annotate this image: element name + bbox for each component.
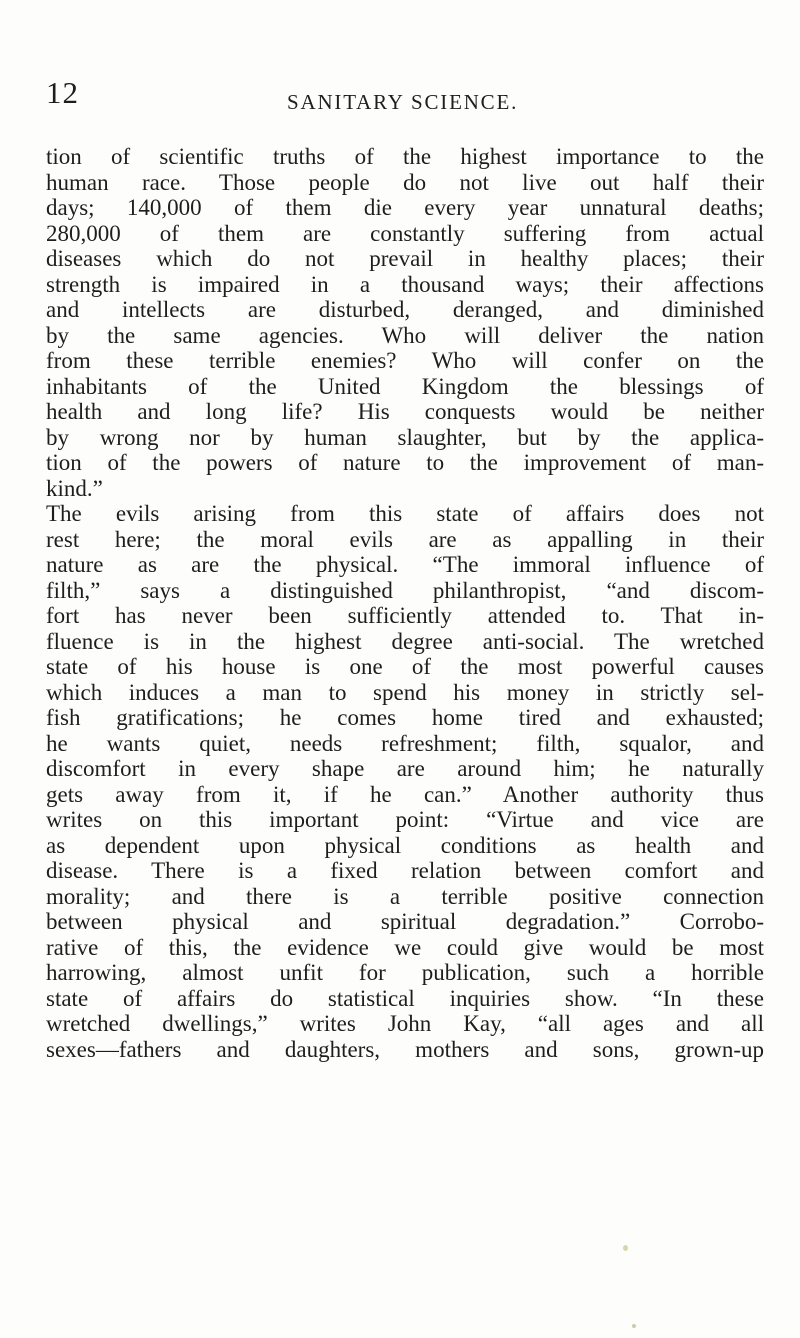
text-line: writes on this important point: “Virtue and vice are [46, 807, 764, 832]
text-line: state of his house is one of the most powerful causes [46, 654, 764, 679]
text-line: disease. There is a fixed relation between comfort and [46, 858, 764, 883]
text-line: strength is impaired in a thousand ways; their affections [46, 271, 764, 297]
text-line: days; 140,000 of them die every year unnatural deaths; [46, 195, 764, 220]
text-line: which induces a man to spend his money in strictly sel- [46, 679, 764, 705]
body-text [46, 144, 764, 1062]
text-line: tion of scientific truths of the highest importance to the [46, 144, 764, 169]
page-number: 12 [46, 75, 79, 110]
paragraph-end-line: kind.” [46, 475, 103, 501]
text-line: The evils arising from this state of affairs does not [46, 501, 764, 526]
text-line: human race. Those people do not live out half their [46, 169, 764, 195]
text-line: wretched dwellings,” writes John Kay, “all ages and all [46, 1011, 764, 1036]
text-line: harrowing, almost unfit for publication, such a horrible [46, 960, 764, 985]
text-line: by the same agencies. Who will deliver the nation [46, 322, 764, 348]
text-line: fluence is in the highest degree anti-social. The wretched [46, 628, 764, 654]
text-line: gets away from it, if he can.” Another authority thus [46, 781, 764, 807]
text-line: by wrong nor by human slaughter, but by the applica- [46, 424, 764, 450]
text-line: rative of this, the evidence we could give would be most [46, 934, 764, 960]
text-line: filth,” says a distinguished philanthropist, “and discom- [46, 577, 764, 603]
text-line: he wants quiet, needs refreshment; filth, squalor, and [46, 730, 764, 756]
text-line: tion of the powers of nature to the improvement of man- [46, 450, 764, 475]
text-line: nature as are the physical. “The immoral influence of [46, 552, 764, 577]
text-line: from these terrible enemies? Who will confer on the [46, 348, 764, 373]
text-line: as dependent upon physical conditions as health and [46, 832, 764, 858]
text-line: inhabitants of the United Kingdom the blessings of [46, 373, 764, 399]
text-line: fort has never been sufficiently attended to. That in- [46, 603, 764, 628]
text-line: health and long life? His conquests would be neither [46, 399, 764, 424]
text-line: diseases which do not prevail in healthy places; their [46, 246, 764, 271]
running-header: SANITARY SCIENCE. [287, 90, 519, 114]
text-line: rest here; the moral evils are as appalling in their [46, 526, 764, 552]
text-line: between physical and spiritual degradation.” Corrobo- [46, 909, 764, 934]
text-line: morality; and there is a terrible positive connection [46, 883, 764, 909]
paper-speck [623, 1245, 628, 1251]
text-line: fish gratifications; he comes home tired and exhausted; [46, 705, 764, 730]
text-line: state of affairs do statistical inquiries show. “In these [46, 985, 764, 1011]
text-line: sexes—fathers and daughters, mothers and sons, grown-up [46, 1036, 764, 1062]
paper-speck [632, 1324, 636, 1328]
text-line: and intellects are disturbed, deranged, and diminished [46, 297, 764, 322]
text-line: 280,000 of them are constantly suffering from actual [46, 220, 764, 246]
text-line: discomfort in every shape are around him; he naturally [46, 756, 764, 781]
